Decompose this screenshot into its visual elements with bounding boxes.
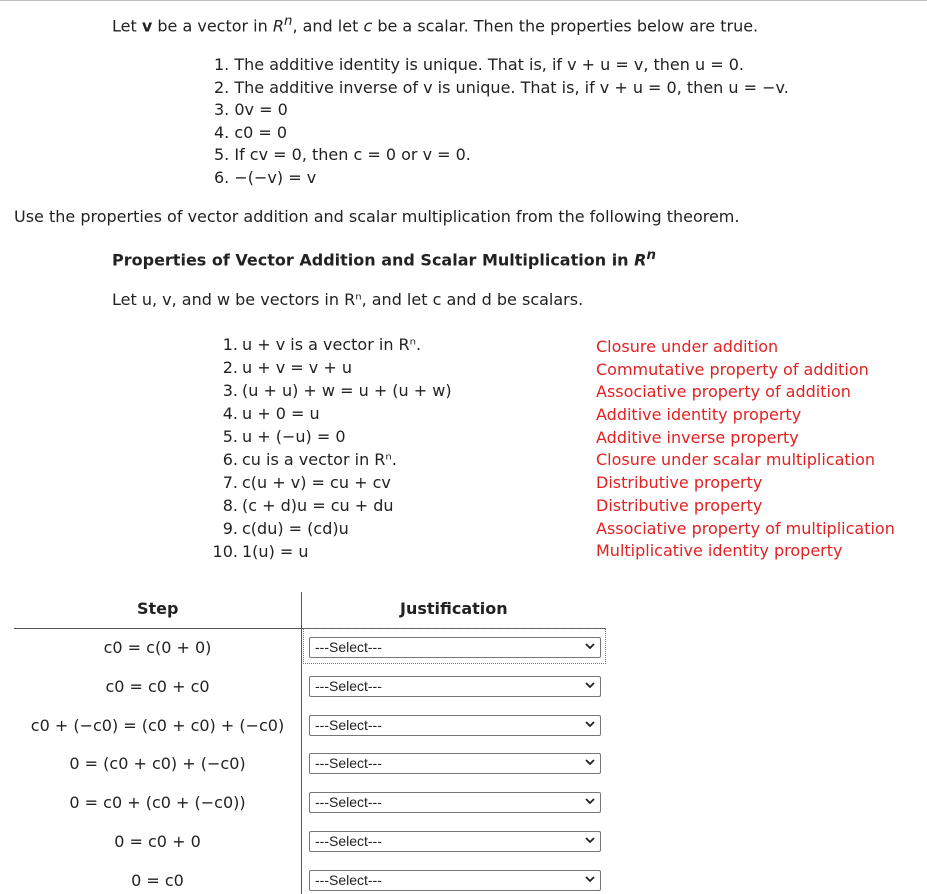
chevron-down-icon xyxy=(585,837,595,844)
justification-select-5[interactable] xyxy=(309,792,601,813)
step-2: c0 = c0 + c0 xyxy=(105,677,210,696)
property-name: Additive inverse property xyxy=(596,427,799,447)
property-item: 6. −(−v) = v xyxy=(214,167,317,187)
property-name: Multiplicative identity property xyxy=(596,541,843,561)
properties-list xyxy=(214,54,789,190)
property-name: Distributive property xyxy=(596,473,763,493)
step-7: 0 = c0 xyxy=(131,871,184,890)
theorem-statement: 9. c(du) = (cd)u xyxy=(222,519,349,538)
step-6: 0 = c0 + 0 xyxy=(114,832,201,851)
justification-select-4[interactable] xyxy=(309,753,601,774)
property-item: 5. If cv = 0, then c = 0 or v = 0. xyxy=(214,145,471,165)
intro-text: Let v be a vector in $R^n$, and let c be a scalar. Then the properties below are true. xyxy=(112,14,759,36)
justification-select-2[interactable] xyxy=(309,676,601,697)
property-name: Associative property of addition xyxy=(596,382,851,402)
property-item: 3. 0v = 0 xyxy=(214,100,288,120)
chevron-down-icon xyxy=(585,876,595,883)
theorem-statement: 7. c(u + v) = cu + cv xyxy=(222,473,391,492)
property-name: Closure under addition xyxy=(596,337,779,356)
theorem-statement: 2. u + v = v + u xyxy=(222,358,352,377)
property-item: 1. The additive identity is unique. That is, if v + u = v, then u = 0. xyxy=(214,55,744,74)
theorem-let-text: Let u, v, and w be vectors in Rⁿ, and let c and d be scalars. xyxy=(112,290,584,309)
theorem-statement: 5. u + (−u) = 0 xyxy=(222,427,346,446)
property-item: 4. c0 = 0 xyxy=(214,122,288,142)
table-column-divider xyxy=(301,592,302,894)
theorem-statement: 8. (c + d)u = cu + du xyxy=(222,496,394,515)
property-name: Closure under scalar multiplication xyxy=(596,450,876,470)
top-divider xyxy=(0,0,927,1)
select-value: ---Select--- xyxy=(315,678,382,694)
column-header-justification: Justification xyxy=(400,599,508,618)
property-name: Associative property of multiplication xyxy=(596,518,895,538)
property-name: Commutative property of addition xyxy=(596,359,869,379)
theorem-statement: 1. u + v is a vector in Rⁿ. xyxy=(222,335,422,354)
step-5: 0 = c0 + (c0 + (−c0)) xyxy=(69,793,246,812)
select-value: ---Select--- xyxy=(315,833,382,849)
justification-select-1[interactable] xyxy=(309,637,601,658)
theorem-statement: 6. cu is a vector in Rⁿ. xyxy=(222,450,397,469)
property-name: Additive identity property xyxy=(596,405,802,425)
theorem-statements xyxy=(204,333,452,563)
step-3: c0 + (−c0) = (c0 + c0) + (−c0) xyxy=(30,716,285,735)
property-name: Distributive property xyxy=(596,495,763,515)
property-names xyxy=(596,336,895,563)
property-item: 2. The additive inverse of v is unique. That is, if v + u = 0, then u = −v. xyxy=(214,77,789,97)
theorem-statement: 3. (u + u) + w = u + (u + w) xyxy=(222,381,452,400)
select-value: ---Select--- xyxy=(315,755,382,771)
chevron-down-icon xyxy=(585,721,595,728)
step-4: 0 = (c0 + c0) + (−c0) xyxy=(69,754,246,773)
select-value: ---Select--- xyxy=(315,794,382,810)
chevron-down-icon xyxy=(585,759,595,766)
chevron-down-icon xyxy=(585,682,595,689)
select-value: ---Select--- xyxy=(315,639,382,655)
column-header-step: Step xyxy=(137,599,179,618)
select-value: ---Select--- xyxy=(315,872,382,888)
select-value: ---Select--- xyxy=(315,717,382,733)
justification-select-7[interactable] xyxy=(309,870,601,891)
chevron-down-icon xyxy=(585,643,595,650)
justification-select-3[interactable] xyxy=(309,715,601,736)
justification-select-6[interactable] xyxy=(309,831,601,852)
theorem-title: Properties of Vector Addition and Scalar Multiplication in $R^n$ xyxy=(112,248,656,270)
step-1: c0 = c(0 + 0) xyxy=(103,638,212,657)
chevron-down-icon xyxy=(585,798,595,805)
instruction-text: Use the properties of vector addition and scalar multiplication from the following theorem. xyxy=(14,207,740,226)
theorem-statement: 10. 1(u) = u xyxy=(212,542,309,561)
theorem-statement: 4. u + 0 = u xyxy=(222,404,320,423)
